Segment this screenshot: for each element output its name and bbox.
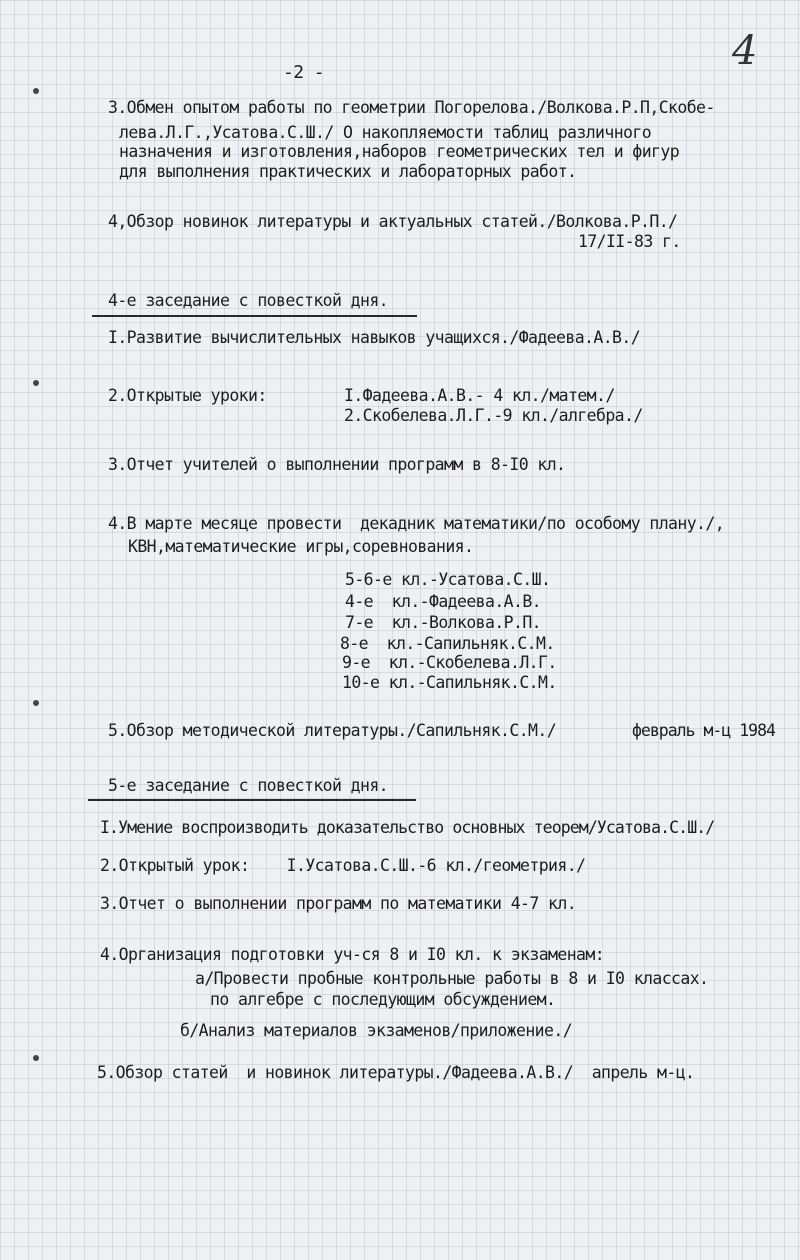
page-number: -2 - xyxy=(283,62,324,83)
class-assignment: 10-е кл.-Сапильняк.С.М. xyxy=(342,673,557,692)
meeting-5-heading: 5-е заседание с повесткой дня. xyxy=(108,776,389,795)
open-lesson-1: I.Фадеева.А.В.- 4 кл./матем./ xyxy=(344,386,615,405)
class-assignment: 7-е кл.-Волкова.Р.П. xyxy=(345,613,542,632)
binding-hole xyxy=(33,380,39,386)
heading-underline xyxy=(92,315,417,317)
meeting-5-item-2: 2.Открытый урок: I.Усатова.С.Ш.-6 кл./геометрия./ xyxy=(100,856,586,875)
meeting-4-item-5-date: февраль м-ц 1984 xyxy=(632,721,775,740)
heading-underline xyxy=(88,799,416,801)
class-assignment: 8-е кл.-Сапильняк.С.М. xyxy=(340,634,555,653)
meeting-4-item-3: 3.Отчет учителей о выполнении программ в 8-I0 кл. xyxy=(108,455,566,474)
meeting-5-item-3: 3.Отчет о выполнении программ по математики 4-7 кл. xyxy=(100,894,577,913)
class-assignment: 5-6-е кл.-Усатова.С.Ш. xyxy=(345,570,551,589)
meeting-date: 17/II-83 г. xyxy=(578,232,681,251)
item-4-literature-review: 4,Обзор новинок литературы и актуальных статей./Волкова.Р.П./ xyxy=(108,212,678,231)
class-assignment: 4-е кл.-Фадеева.А.В. xyxy=(345,592,542,611)
meeting-4-item-4-line-1: 4.В марте месяце провести декадник математики/по особому плану./, xyxy=(108,514,725,533)
item-3-line-3: назначения и изготовления,наборов геометрических тел и фигур xyxy=(119,142,680,161)
meeting-4-item-1: I.Развитие вычислительных навыков учащихся./Фадеева.А.В./ xyxy=(108,328,641,347)
meeting-5-item-4a-line-1: а/Провести пробные контрольные работы в 8 и I0 классах. xyxy=(195,969,709,988)
item-3-line-2: лева.Л.Г.,Усатова.С.Ш./ О накопляемости таблиц различного xyxy=(119,123,652,142)
class-assignment: 9-е кл.-Скобелева.Л.Г. xyxy=(342,653,557,672)
handwritten-page-mark: 4 xyxy=(732,28,758,74)
meeting-4-item-5: 5.Обзор методической литературы./Сапильняк.С.М./ xyxy=(108,721,557,740)
binding-hole xyxy=(33,1055,39,1061)
meeting-4-item-4-line-2: КВН,математические игры,соревнования. xyxy=(128,537,474,556)
item-3-line-1: 3.Обмен опытом работы по геометрии Погорелова./Волкова.Р.П,Скобе- xyxy=(108,98,715,117)
meeting-5-item-4: 4.Организация подготовки уч-ся 8 и I0 кл. к экзаменам: xyxy=(100,945,605,964)
item-3-line-4: для выполнения практических и лабораторных работ. xyxy=(119,162,577,181)
meeting-5-item-1: I.Умение воспроизводить доказательство основных теорем/Усатова.С.Ш./ xyxy=(100,818,715,837)
binding-hole xyxy=(33,88,39,94)
meeting-5-item-5: 5.Обзор статей и новинок литературы./Фадеева.А.В./ апрель м-ц. xyxy=(97,1063,695,1082)
meeting-4-heading: 4-е заседание с повесткой дня. xyxy=(108,291,389,310)
meeting-5-item-4a-line-2: по алгебре с последующим обсуждением. xyxy=(210,990,556,1009)
meeting-5-item-4b: б/Анализ материалов экзаменов/приложение./ xyxy=(180,1021,573,1040)
open-lesson-2: 2.Скобелева.Л.Г.-9 кл./алгебра./ xyxy=(344,406,643,425)
binding-hole xyxy=(33,700,39,706)
meeting-4-item-2-label: 2.Открытые уроки: xyxy=(108,386,267,405)
